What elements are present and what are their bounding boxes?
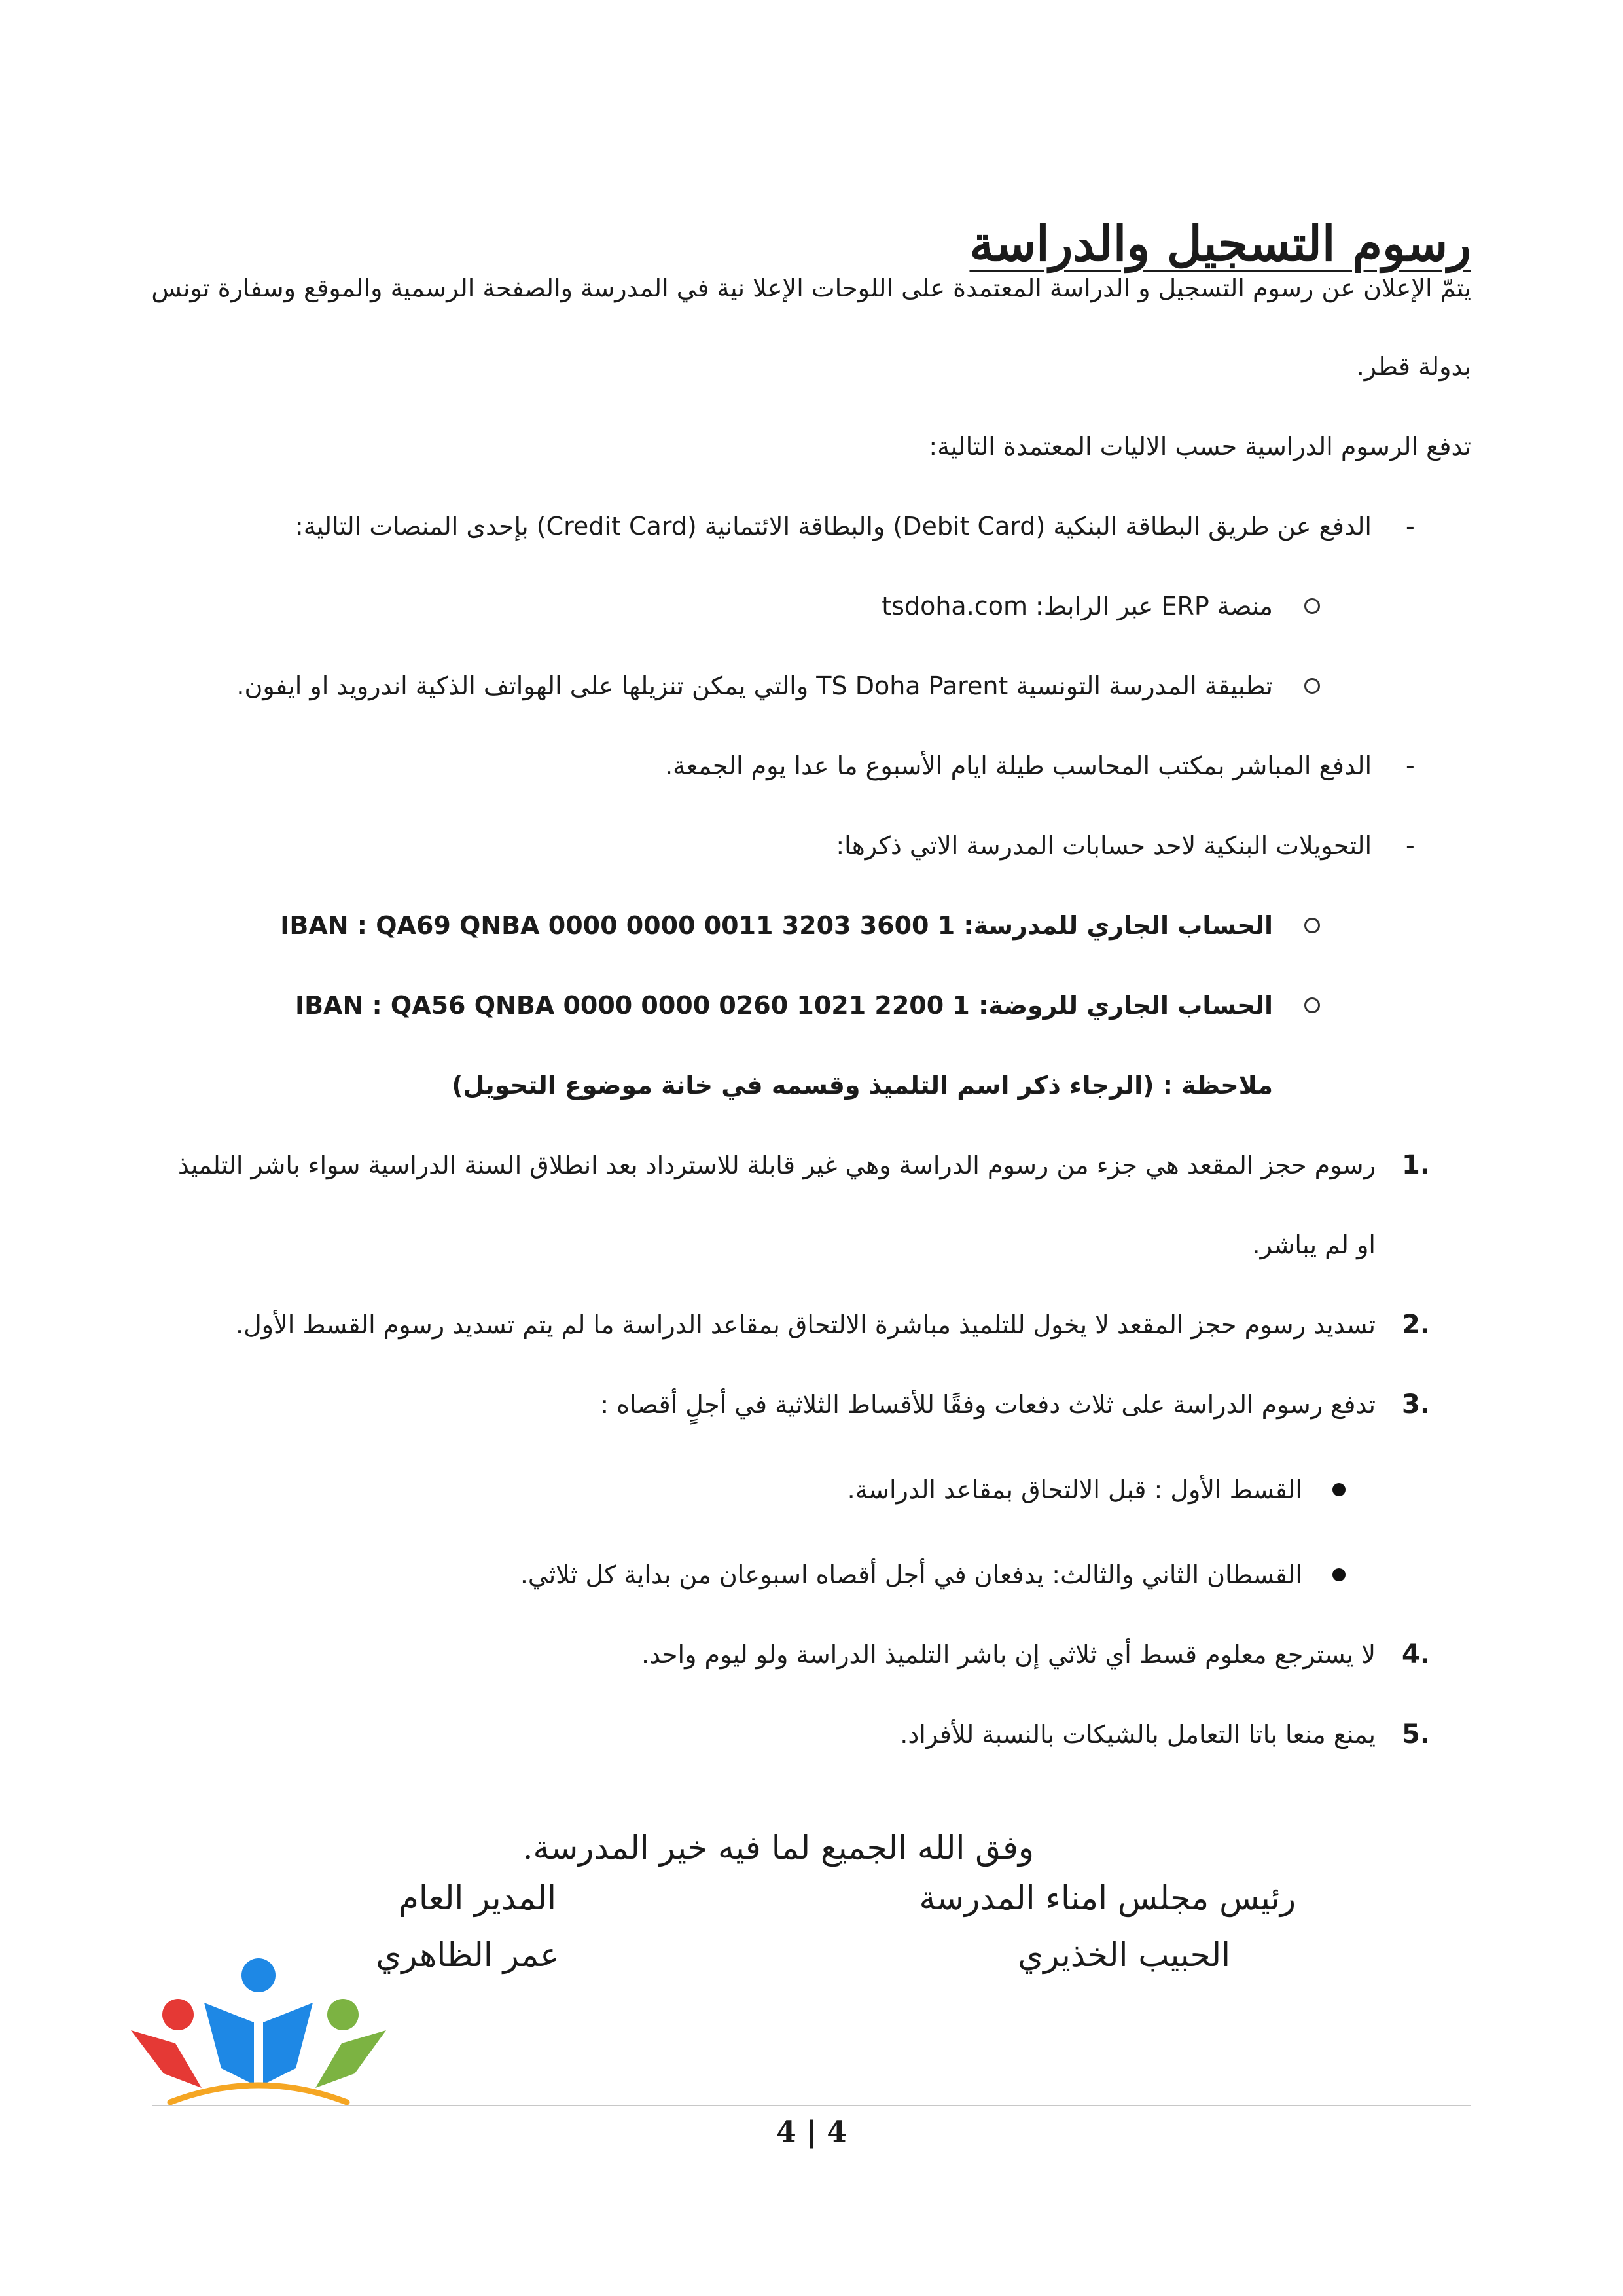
dash-bullet: -: [1406, 512, 1415, 541]
page-number: 4 | 4: [776, 2115, 847, 2149]
kg-account-label: الحساب الجاري للروضة:: [978, 991, 1273, 1020]
school-account-label: الحساب الجاري للمدرسة:: [963, 911, 1273, 940]
method-cards: الدفع عن طريق البطاقة البنكية (Debit Card) والبطاقة الائتمانية (Credit Card) بإحدى المنصات التالية:: [294, 512, 1372, 541]
director-name: عمر الظاهري: [376, 1936, 560, 1974]
rule-4: لا يسترجع معلوم قسط أي ثلاثي إن باشر التلميذ الدراسة ولو ليوم واحد.: [641, 1640, 1376, 1669]
bullet-dot: [1332, 1483, 1346, 1496]
intro-line-1: يتمّ الإعلان عن رسوم التسجيل و الدراسة المعتمدة على اللوحات الإعلا نية في المدرسة والصفحة الرسمية والموقع وسفارة تونس: [151, 274, 1471, 302]
rule-3: تدفع رسوم الدراسة على ثلاث دفعات وفقًا للأقساط الثلاثية في أجلٍ أقصاه :: [600, 1390, 1376, 1419]
intro-line-2: بدولة قطر.: [1356, 352, 1471, 381]
bullet-dot: [1332, 1568, 1346, 1581]
rule-number: 3.: [1402, 1390, 1431, 1420]
rule-1-line-1: رسوم حجز المقعد هي جزء من رسوم الدراسة وهي غير قابلة للاسترداد بعد انطلاق السنة الدراسية سواء باشر التلميذ: [177, 1151, 1376, 1179]
method-app: تطبيقة المدرسة التونسية TS Doha Parent والتي يمكن تنزيلها على الهواتف الذكية اندرويد او ايفون.: [236, 672, 1273, 700]
board-chair-title: رئيس مجلس امناء المدرسة: [919, 1879, 1296, 1917]
method-transfers: التحويلات البنكية لاحد حسابات المدرسة الاتي ذكرها:: [836, 831, 1372, 860]
board-chair-name: الحبيب الخذيري: [1018, 1936, 1230, 1974]
logo-red-figure: [131, 1999, 202, 2088]
rule-2: تسديد رسوم حجز المقعد لا يخول للتلميذ مباشرة الالتحاق بمقاعد الدراسة ما لم يتم تسديد رسوم القسط الأول.: [235, 1310, 1376, 1339]
method-direct: الدفع المباشر بمكتب المحاسب طيلة ايام الأسبوع ما عدا يوم الجمعة.: [665, 751, 1372, 780]
rule-number: 2.: [1402, 1310, 1431, 1340]
payment-intro: تدفع الرسوم الدراسية حسب الاليات المعتمدة التالية:: [929, 432, 1471, 461]
school-logo: [124, 1957, 393, 2108]
circle-bullet: [1304, 997, 1320, 1013]
installment-second-third: القسطان الثاني والثالث: يدفعان في أجل أقصاه اسبوعان من بداية كل ثلاثي.: [520, 1560, 1302, 1589]
logo-blue-figure: [204, 1958, 313, 2085]
dash-bullet: -: [1406, 831, 1415, 860]
circle-bullet: [1304, 918, 1320, 933]
closing-blessing: وفق الله الجميع لما فيه خير المدرسة.: [522, 1829, 1034, 1867]
director-title: المدير العام: [398, 1879, 556, 1917]
rule-number: 5.: [1402, 1719, 1431, 1749]
school-account: [280, 906, 1273, 945]
method-erp: منصة ERP عبر الرابط: tsdoha.com: [882, 592, 1273, 620]
page-title: رسوم التسجيل والدراسة: [969, 215, 1471, 272]
circle-bullet: [1304, 678, 1320, 694]
transfer-note: ملاحظة : (الرجاء ذكر اسم التلميذ وقسمه في خانة موضوع التحويل): [452, 1071, 1273, 1100]
rule-number: 1.: [1402, 1150, 1431, 1180]
installment-first: القسط الأول : قبل الالتحاق بمقاعد الدراسة.: [847, 1475, 1302, 1504]
kg-account-iban: IBAN : QA56 QNBA 0000 0000 0260 1021 2200 1: [294, 991, 970, 1020]
kindergarten-account: [295, 986, 1273, 1025]
rule-number: 4.: [1402, 1640, 1431, 1670]
footer-divider: [152, 2105, 1471, 2106]
rule-1-line-2: او لم يباشر.: [1252, 1230, 1376, 1259]
logo-orange-arc: [170, 2085, 347, 2102]
rule-5: يمنع منعا باتا التعامل بالشيكات بالنسبة للأفراد.: [900, 1720, 1376, 1749]
circle-bullet: [1304, 598, 1320, 614]
school-account-iban: IBAN : QA69 QNBA 0000 0000 0011 3203 3600 1: [280, 911, 955, 940]
logo-green-figure: [315, 1999, 386, 2088]
dash-bullet: -: [1406, 751, 1415, 780]
